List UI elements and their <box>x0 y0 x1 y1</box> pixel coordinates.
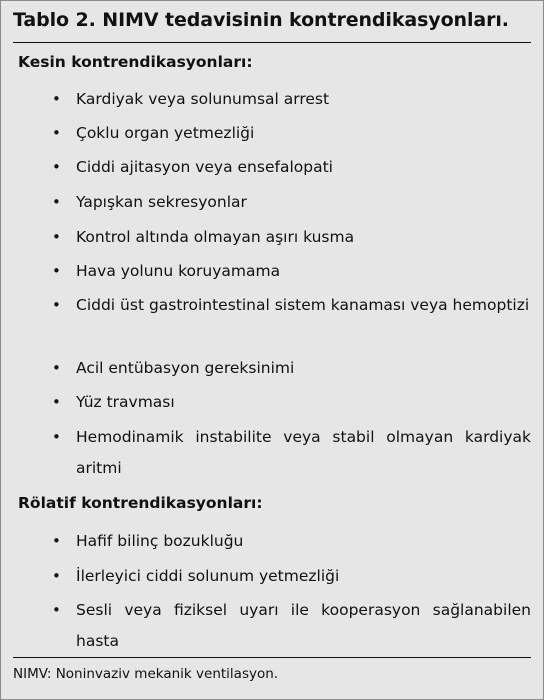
list-item-text: Ciddi ajitasyon veya ensefalopati <box>76 158 333 176</box>
list-item-text: Acil entübasyon gereksinimi <box>76 359 295 377</box>
absolute-contraindications-heading: Kesin kontrendikasyonları: <box>18 53 253 71</box>
list-item-text: Hava yolunu koruyamama <box>76 262 281 280</box>
relative-contraindications-heading: Rölatif kontrendikasyonları: <box>18 494 263 512</box>
list-item <box>1 118 544 149</box>
list-item-text: Ciddi üst gastrointestinal sistem kanaması veya hemoptizi <box>76 296 530 314</box>
list-item-text: Yüz travması <box>76 393 175 411</box>
bullet-icon: • <box>52 124 61 142</box>
bullet-icon: • <box>52 428 61 446</box>
list-item <box>1 152 544 183</box>
bullet-icon: • <box>52 567 61 585</box>
bullet-icon: • <box>52 158 61 176</box>
list-item-text: Hafif bilinç bozukluğu <box>76 532 244 550</box>
list-item-text: Yapışkan sekresyonlar <box>76 193 247 211</box>
footnote: NIMV: Noninvaziv mekanik ventilasyon. <box>13 666 279 682</box>
bullet-icon: • <box>52 393 61 411</box>
list-item <box>1 187 544 218</box>
list-item-text: Kontrol altında olmayan aşırı kusma <box>76 228 355 246</box>
bullet-icon: • <box>52 359 61 377</box>
title-divider <box>13 42 531 43</box>
list-item <box>1 290 544 352</box>
list-item-text: Çoklu organ yetmezliği <box>76 124 255 142</box>
list-item <box>1 353 544 384</box>
list-item <box>1 84 544 115</box>
table-title: Tablo 2. NIMV tedavisinin kontrendikasyonları. <box>13 9 509 31</box>
bullet-icon: • <box>52 228 61 246</box>
list-item-text: Kardiyak veya solunumsal arrest <box>76 90 330 108</box>
bullet-icon: • <box>52 296 61 314</box>
bullet-icon: • <box>52 90 61 108</box>
bullet-icon: • <box>52 193 61 211</box>
list-item <box>1 387 544 418</box>
list-item-text: İlerleyici ciddi solunum yetmezliği <box>76 567 340 585</box>
list-item <box>1 595 544 657</box>
list-item <box>1 526 544 557</box>
list-item <box>1 561 544 592</box>
footnote-divider <box>13 657 531 658</box>
bullet-icon: • <box>52 532 61 550</box>
list-item <box>1 222 544 253</box>
list-item <box>1 256 544 287</box>
list-item <box>1 422 544 484</box>
list-item-text: Sesli veya fiziksel uyarı ile kooperasyon sağlanabilen hasta <box>76 601 531 650</box>
list-item-text: Hemodinamik instabilite veya stabil olmayan kardiyak aritmi <box>76 428 531 477</box>
bullet-icon: • <box>52 262 61 280</box>
bullet-icon: • <box>52 601 61 619</box>
